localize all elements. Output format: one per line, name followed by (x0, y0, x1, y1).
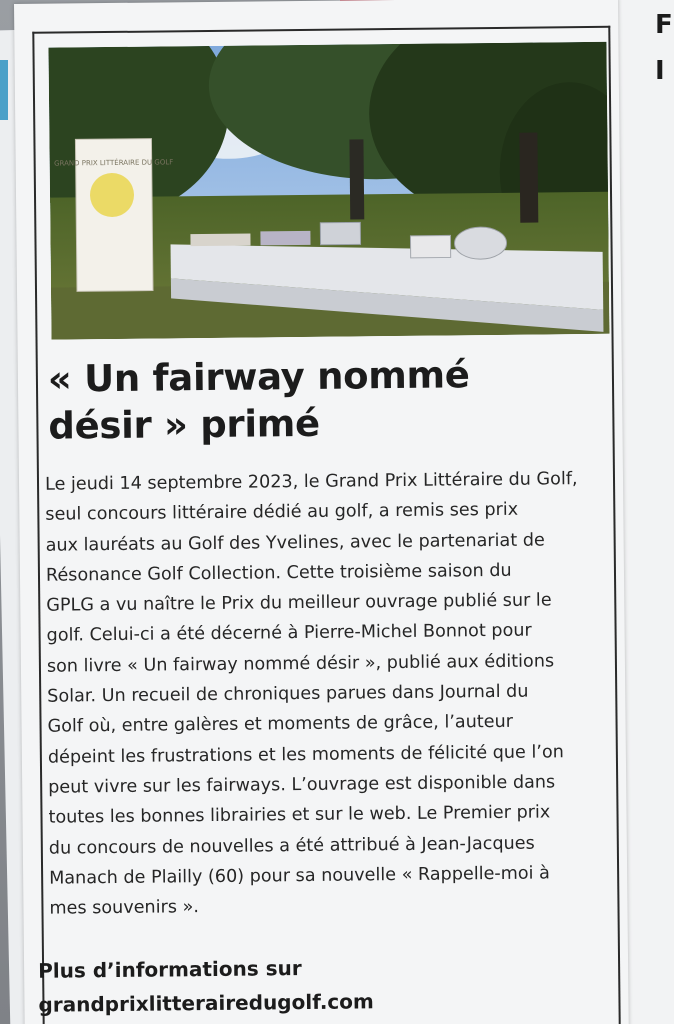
body-line: Le jeudi 14 septembre 2023, le Grand Prix Littéraire du Golf, (44, 469, 578, 495)
body-line: du concours de nouvelles a été attribué à Jean-Jacques (48, 833, 535, 859)
magazine-page (14, 0, 629, 1024)
next-page-glyph-2: I (655, 56, 665, 86)
article-photo (48, 42, 609, 340)
body-line: dépeint les frustrations et les moments de félicité que l’on (47, 741, 564, 768)
article-body (45, 464, 625, 924)
body-line: toutes les bonnes librairies et sur le web. Le Premier prix (48, 802, 551, 828)
table-item (190, 234, 250, 247)
trophy-bowl (454, 227, 506, 260)
more-info-label: Plus d’informations sur (37, 956, 302, 983)
tree-trunk (349, 139, 364, 219)
tree-trunk (519, 133, 538, 223)
event-photo-illustration (48, 42, 609, 340)
article-title (48, 350, 609, 450)
next-page-glyph-1: F (655, 10, 673, 40)
table-item (260, 231, 310, 246)
body-line: Manach de Plailly (60) pour sa nouvelle « Rappelle-moi à (49, 863, 550, 889)
glass-display (410, 235, 450, 257)
body-line: Golf où, entre galères et moments de grâce, l’auteur (47, 712, 514, 738)
body-line: aux lauréats au Golf des Yvelines, avec le partenariat de (45, 530, 545, 556)
body-line: GPLG a vu naître le Prix du meilleur ouvrage publié sur le (46, 590, 552, 616)
body-line: Solar. Un recueil de chroniques parues dans Journal du (47, 681, 529, 707)
previous-page-color-strip (0, 60, 8, 120)
banner-text: GRAND PRIX LITTÉRAIRE DU GOLF (54, 158, 174, 168)
website-url: grandprixlitterairedugolf.com (38, 989, 374, 1017)
article-title-line-1: « Un fairway nommé (47, 353, 470, 401)
body-line: Résonance Golf Collection. Cette troisième saison du (45, 560, 512, 586)
body-line: seul concours littéraire dédié au golf, a remis ses prix (45, 500, 519, 525)
body-line: mes souvenirs ». (49, 897, 200, 919)
body-line: golf. Celui-ci a été décerné à Pierre-Michel Bonnot pour (46, 621, 532, 647)
article-title-line-2: désir » primé (48, 401, 321, 448)
body-line: peut vivre sur les fairways. L’ouvrage est disponible dans (48, 772, 556, 798)
more-info (38, 948, 619, 1022)
body-line: son livre « Un fairway nommé désir », publié aux éditions (46, 651, 555, 677)
glass-display (320, 222, 360, 244)
